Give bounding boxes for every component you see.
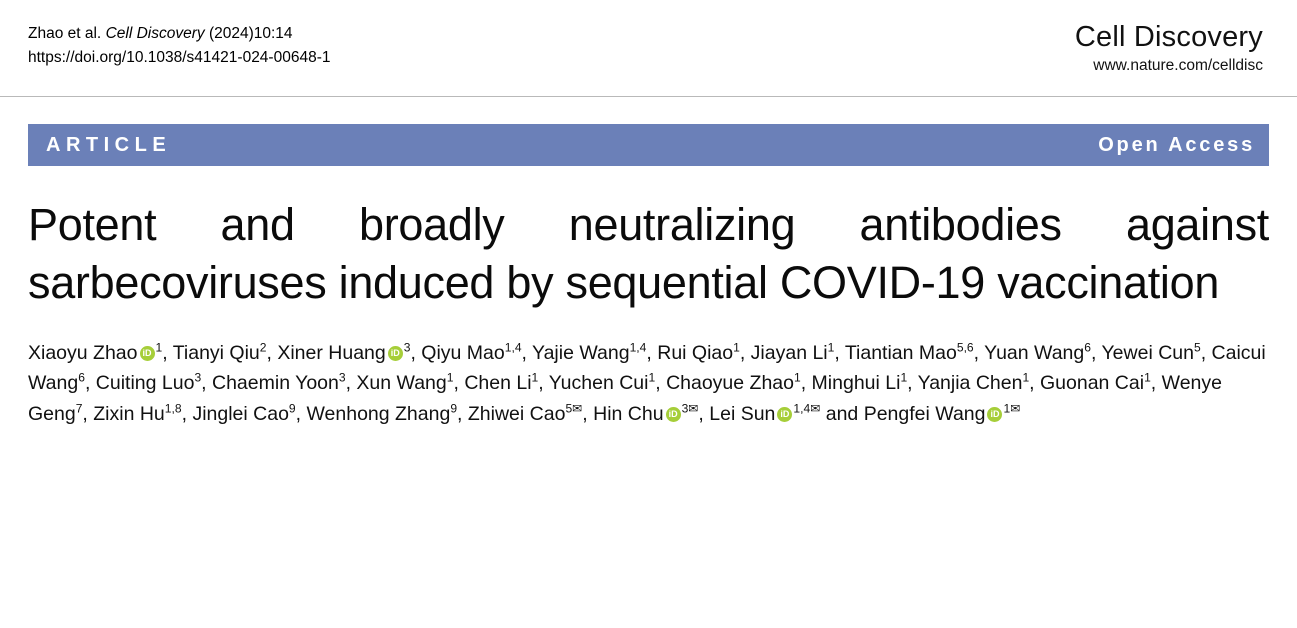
affiliation-marker: 2 xyxy=(259,340,267,355)
author-name: Xiaoyu Zhao xyxy=(28,341,138,364)
doi-link[interactable]: https://doi.org/10.1038/s41421-024-00648-1 xyxy=(28,49,331,67)
author-entry xyxy=(173,342,278,364)
author-entry xyxy=(1040,372,1162,394)
corresponding-author-icon[interactable]: ✉ xyxy=(810,401,821,416)
open-access-label: Open Access xyxy=(1098,133,1255,156)
author-name: Guonan Cai xyxy=(1040,372,1145,395)
affiliation-marker: 1,4 xyxy=(504,340,522,355)
citation-line xyxy=(28,22,330,46)
author-separator: , xyxy=(345,372,357,395)
orcid-icon[interactable] xyxy=(666,407,681,422)
author-name: Yajie Wang xyxy=(532,341,630,364)
author-separator: , xyxy=(453,372,465,395)
author-name: Rui Qiao xyxy=(657,341,734,364)
citation-block xyxy=(28,22,330,70)
author-entry xyxy=(984,342,1101,364)
author-entry xyxy=(549,372,666,394)
page-title xyxy=(28,196,1269,311)
author-name: Xiner Huang xyxy=(277,341,386,364)
author-entry xyxy=(212,372,356,394)
author-separator: , xyxy=(1029,372,1040,395)
author-name: Zhiwei Cao xyxy=(467,403,566,426)
author-name: Minghui Li xyxy=(811,372,901,395)
affiliation-marker: 1,8 xyxy=(164,401,182,416)
author-separator: , xyxy=(410,341,422,364)
author-separator: and xyxy=(820,403,864,426)
affiliation-marker: 1,4✉ xyxy=(793,401,821,416)
author-list xyxy=(28,338,1269,430)
author-separator: , xyxy=(266,341,278,364)
author-name: Wenye Geng xyxy=(28,372,1222,426)
affiliation-marker: 1 xyxy=(1144,370,1151,385)
affiliation-marker: 7 xyxy=(75,401,83,416)
affiliation-marker: 1,4 xyxy=(629,340,647,355)
orcid-icon[interactable] xyxy=(140,346,155,361)
author-name: Lei Sun xyxy=(709,403,776,426)
author-entry xyxy=(751,342,845,364)
author-entry xyxy=(918,372,1040,394)
author-entry xyxy=(277,342,421,364)
journal-title: Cell Discovery xyxy=(1074,21,1263,53)
title-line-1: Potent and broadly neutralizing antibodies against xyxy=(28,199,1269,251)
author-separator: , xyxy=(646,341,658,364)
article-banner xyxy=(28,124,1269,166)
header-divider xyxy=(0,96,1297,97)
affiliation-marker: 3 xyxy=(194,370,202,385)
affiliation-marker: 1 xyxy=(733,340,740,355)
author-entry xyxy=(593,403,709,425)
author-separator: , xyxy=(800,372,812,395)
author-separator: , xyxy=(295,403,307,426)
author-entry xyxy=(812,372,918,394)
orcid-icon[interactable] xyxy=(987,407,1002,422)
author-name: Jiayan Li xyxy=(750,341,828,364)
corresponding-author-icon[interactable]: ✉ xyxy=(572,401,583,416)
citation-authors: Zhao et al. xyxy=(28,25,102,42)
author-separator: , xyxy=(655,372,667,395)
author-separator: , xyxy=(181,403,193,426)
author-entry xyxy=(1101,342,1211,364)
author-separator: , xyxy=(538,372,549,395)
author-entry xyxy=(532,342,657,364)
author-name: Tianyi Qiu xyxy=(172,341,260,364)
author-name: Yanjia Chen xyxy=(917,372,1023,395)
author-separator: , xyxy=(698,403,710,426)
author-name: Yuan Wang xyxy=(984,341,1085,364)
author-entry xyxy=(709,403,863,425)
affiliation-marker: 5 xyxy=(1193,340,1201,355)
author-name: Tiantian Mao xyxy=(844,341,957,364)
author-name: Jinglei Cao xyxy=(192,403,289,426)
author-entry xyxy=(464,372,548,394)
journal-url[interactable]: www.nature.com/celldisc xyxy=(1093,57,1263,75)
author-name: Chaoyue Zhao xyxy=(666,372,794,395)
author-name: Yewei Cun xyxy=(1101,341,1194,364)
affiliation-marker: 1 xyxy=(648,370,656,385)
affiliation-marker: 1 xyxy=(446,370,454,385)
affiliation-marker: 1✉ xyxy=(1003,401,1021,416)
author-name: Pengfei Wang xyxy=(863,403,986,426)
author-entry xyxy=(93,403,192,425)
orcid-icon[interactable] xyxy=(388,346,403,361)
author-entry xyxy=(421,342,532,364)
author-separator: , xyxy=(973,341,985,364)
author-separator: , xyxy=(457,403,468,426)
author-entry xyxy=(306,403,467,425)
author-entry xyxy=(356,372,464,394)
author-separator: , xyxy=(739,341,751,364)
author-separator: , xyxy=(521,341,533,364)
corresponding-author-icon[interactable]: ✉ xyxy=(1010,401,1021,416)
affiliation-marker: 9 xyxy=(450,401,458,416)
author-name: Cuiting Luo xyxy=(95,372,195,395)
author-separator: , xyxy=(907,372,918,395)
author-entry xyxy=(864,403,1021,425)
author-name: Wenhong Zhang xyxy=(306,403,451,426)
author-separator: , xyxy=(1200,341,1212,364)
author-name: Qiyu Mao xyxy=(421,341,505,364)
author-entry xyxy=(657,342,750,364)
affiliation-marker: 9 xyxy=(288,401,296,416)
author-name: Caicui Wang xyxy=(28,341,1266,395)
author-entry xyxy=(666,372,811,394)
author-separator: , xyxy=(1090,341,1102,364)
author-separator: , xyxy=(201,372,212,395)
author-name: Chaemin Yoon xyxy=(212,372,339,395)
journal-block xyxy=(1075,22,1263,75)
author-separator: , xyxy=(1150,372,1162,395)
affiliation-marker: 3 xyxy=(338,370,346,385)
citation-journal: Cell Discovery xyxy=(105,25,205,42)
affiliation-marker: 1 xyxy=(1022,370,1030,385)
corresponding-author-icon[interactable]: ✉ xyxy=(688,401,699,416)
affiliation-marker: 1 xyxy=(155,340,163,355)
affiliation-marker: 1 xyxy=(827,340,835,355)
author-entry xyxy=(468,403,593,425)
affiliation-marker: 5✉ xyxy=(565,401,583,416)
page-header xyxy=(0,0,1297,75)
author-separator: , xyxy=(82,403,94,426)
citation-volume: (2024)10:14 xyxy=(208,25,293,42)
author-separator: , xyxy=(162,341,173,364)
affiliation-marker: 3✉ xyxy=(681,401,699,416)
affiliation-marker: 1 xyxy=(900,370,908,385)
affiliation-marker: 5,6 xyxy=(956,340,974,355)
affiliation-marker: 6 xyxy=(1084,340,1091,355)
author-entry xyxy=(28,342,173,364)
affiliation-marker: 1 xyxy=(531,370,539,385)
affiliation-marker: 1 xyxy=(793,370,801,385)
title-line-2: sarbecoviruses induced by sequential COVID-19 xyxy=(28,257,986,309)
author-separator: , xyxy=(582,403,594,426)
affiliation-marker: 6 xyxy=(78,370,85,385)
author-entry xyxy=(845,342,984,364)
author-name: Hin Chu xyxy=(593,403,664,426)
author-separator: , xyxy=(84,372,96,395)
title-line-3: vaccination xyxy=(997,257,1220,309)
author-name: Xun Wang xyxy=(356,372,447,395)
article-type-label: ARTICLE xyxy=(46,133,172,156)
author-name: Zixin Hu xyxy=(93,403,165,426)
orcid-icon[interactable] xyxy=(777,407,792,422)
author-entry xyxy=(192,403,306,425)
author-separator: , xyxy=(834,341,845,364)
affiliation-marker: 3 xyxy=(403,340,411,355)
author-name: Yuchen Cui xyxy=(548,372,649,395)
author-name: Chen Li xyxy=(464,372,532,395)
author-entry xyxy=(96,372,212,394)
